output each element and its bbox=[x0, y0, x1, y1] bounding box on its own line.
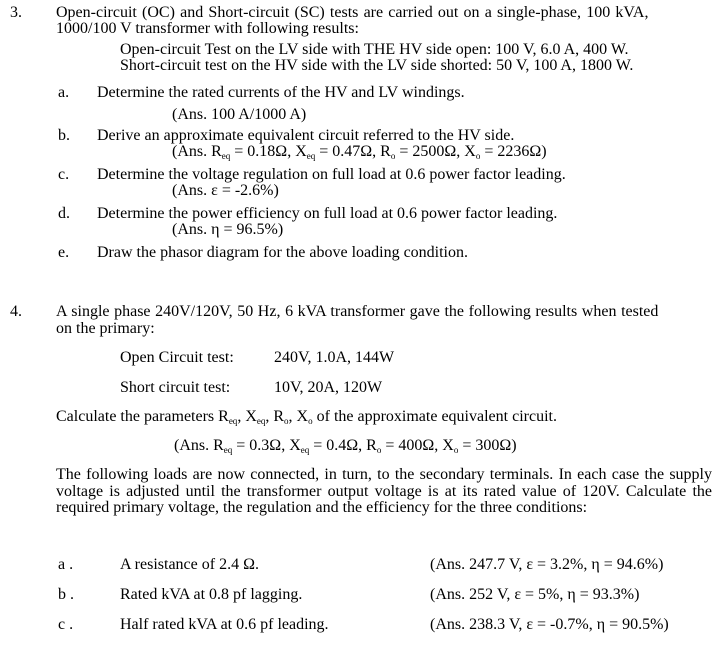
condition-answer: (Ans. 238.3 V, ε = -0.7%, η = 90.5%) bbox=[430, 616, 669, 633]
part-text: Determine the power efficiency on full load at 0.6 power factor leading. bbox=[97, 205, 558, 222]
question-intro-line: 1000/100 V transformer with following results: bbox=[56, 20, 359, 37]
test-values: 240V, 1.0A, 144W bbox=[274, 349, 395, 366]
part-text: Determine the rated currents of the HV and LV windings. bbox=[97, 84, 465, 101]
condition-text: Half rated kVA at 0.6 pf leading. bbox=[120, 616, 329, 633]
part-text: Derive an approximate equivalent circuit referred to the HV side. bbox=[97, 127, 515, 144]
question-number: 3. bbox=[10, 4, 22, 21]
part-label: c. bbox=[58, 166, 70, 183]
condition-text: A resistance of 2.4 Ω. bbox=[120, 556, 259, 573]
condition-label: c . bbox=[58, 616, 74, 633]
part-label: b. bbox=[58, 127, 70, 144]
part-answer: (Ans. η = 96.5%) bbox=[172, 221, 284, 238]
question-number: 4. bbox=[10, 303, 22, 320]
sc-test-result: Short-circuit test on the HV side with the LV side shorted: 50 V, 100 A, 1800 W. bbox=[120, 57, 634, 74]
part-label: a. bbox=[58, 84, 70, 101]
question-intro-line: A single phase 240V/120V, 50 Hz, 6 kVA transformer gave the following results when tested bbox=[56, 303, 659, 320]
part-answer: (Ans. $R_{eq} = 0.18\Omega$, $X_{eq} = 0.47\Omega$, $R_o = 2500\Omega$, $X_o = 2236\Omega$) bbox=[172, 143, 547, 161]
condition-text: Rated kVA at 0.8 pf lagging. bbox=[120, 586, 303, 603]
loads-paragraph: The following loads are now connected, in turn, to the secondary terminals. In each case the supply voltage is adjusted until the transformer output voltage is at its rated value of 120V. Calculate the required primary voltage, the regulation and the efficiency for the three conditions: bbox=[56, 466, 712, 516]
condition-answer: (Ans. 247.7 V, ε = 3.2%, η = 94.6%) bbox=[430, 556, 664, 573]
condition-label: b . bbox=[58, 586, 74, 603]
part-label: d. bbox=[58, 205, 70, 222]
oc-test-result: Open-circuit Test on the LV side with THE HV side open: 100 V, 6.0 A, 400 W. bbox=[120, 41, 629, 58]
question-intro-line: Open-circuit (OC) and Short-circuit (SC) tests are carried out on a single-phase, 100 kVA, bbox=[56, 4, 649, 21]
condition-answer: (Ans. 252 V, ε = 5%, η = 93.3%) bbox=[430, 586, 640, 603]
part-answer: (Ans. 100 A/1000 A) bbox=[172, 106, 307, 123]
test-name: Short circuit test: bbox=[120, 379, 231, 396]
part-label: e. bbox=[58, 244, 70, 261]
test-values: 10V, 20A, 120W bbox=[274, 379, 383, 396]
question-intro-line: on the primary: bbox=[56, 320, 155, 337]
test-name: Open Circuit test: bbox=[120, 349, 234, 366]
condition-label: a . bbox=[58, 556, 74, 573]
part-answer: (Ans. ε = -2.6%) bbox=[172, 182, 279, 199]
parameters-answer: (Ans. $R_{eq} = 0.3\Omega$, $X_{eq} = 0.4\Omega$, $R_o = 400\Omega$, $X_o = 300\Omega$) bbox=[174, 437, 517, 455]
calc-instruction: Calculate the parameters $R_{eq}$, $X_{eq}$, $R_o$, $X_o$ of the approximate equivalent circuit. bbox=[56, 408, 557, 426]
part-text: Determine the voltage regulation on full load at 0.6 power factor leading. bbox=[97, 166, 566, 183]
part-text: Draw the phasor diagram for the above loading condition. bbox=[97, 244, 468, 261]
